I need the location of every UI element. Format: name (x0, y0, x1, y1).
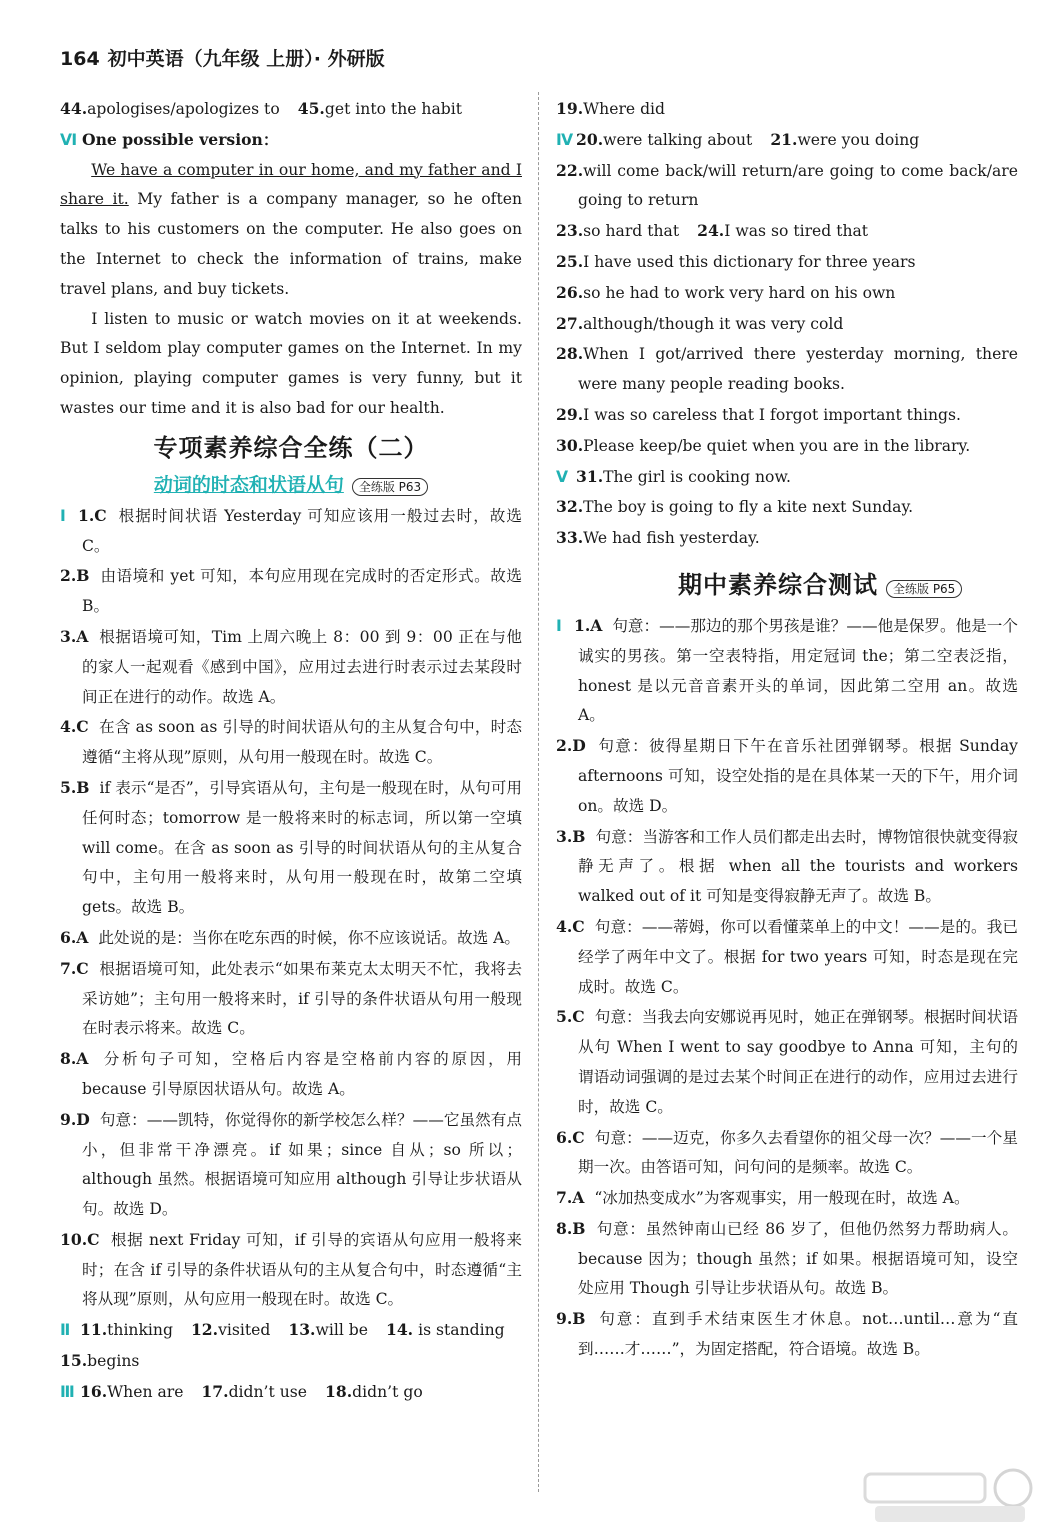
mid-answer-8: 8.B 句意：虽然钟南山已经 86 岁了，但他仍然努力帮助病人。because 因为；though 虽然；if 如果。根据语境可知，设空处应用 Though 引导让步状语从句。故选 B。 (556, 1218, 1018, 1298)
page-header (60, 44, 385, 71)
answer-9: 9.D 句意：——凯特，你觉得你的新学校怎么样？——它虽然有点小，但非常干净漂亮。if 如果；since 自从；so 所以；although 虽然。根据语境可知应用 although 引导让步状语从句。故选 D。 (60, 1109, 522, 1219)
answer-line-28: 28.When I got/arrived there yesterday morning, there were many people reading books. (556, 344, 1018, 394)
answer-5: 5.B if 表示“是否”，引导宾语从句，主句是一般现在时，从句可用任何时态；tomorrow 是一般将来时的标志词，所以第一空填 will come。在含 as soon as 引导的时间状语从句的主从复合句中，主句用一般将来时，从句用一般现在时，故第二空填 gets。故选 B。 (60, 777, 522, 917)
book-title: 初中英语（九年级 上册）· 外研版 (107, 48, 385, 70)
roman-numeral-4: Ⅳ (556, 130, 574, 149)
essay-paragraph-1: We have a computer in our home, and my father and I share it. My father is a company manager, so he often talks to his customers on the computer. He also goes on the Internet to check the information of trains, make travel plans, and buy tickets. (60, 160, 522, 298)
answer-4: 4.C 在含 as soon as 引导的时间状语从句的主从复合句中，时态遵循“主将从现”原则，从句用一般现在时。故选 C。 (60, 717, 522, 767)
mid-answer-7: 7.A “冰加热变成水”为客观事实，用一般现在时，故选 A。 (556, 1188, 970, 1208)
answer-6: 6.A 此处说的是：当你在吃东西的时候，你不应该说话。故选 A。 (60, 927, 520, 947)
answer-line-32: 32.The boy is going to fly a kite next Sunday. (556, 497, 914, 517)
roman-numeral-5: Ⅴ (556, 467, 569, 486)
mid-answer-1: Ⅰ 1.A 句意：——那边的那个男孩是谁？——他是保罗。他是一个诚实的男孩。第一空表特指，用定冠词 the；第二空表泛指，honest 是以元音音素开头的单词，因此第二空用 an。故选 A。 (556, 611, 1018, 731)
answer-3: 3.A 根据语境可知，Tim 上周六晚上 8：00 到 9：00 正在与他的家人一起观看《感到中国》，应用过去进行时表示过去某段时间正在进行的动作。故选 A。 (60, 626, 522, 706)
answer-line-23-24: 23.so hard that 24.I was so tired that (556, 221, 869, 241)
answer-line-26: 26.so he had to work very hard on his own (556, 282, 896, 302)
roman-numeral-2: Ⅱ (60, 1321, 71, 1340)
midterm-section-heading (556, 562, 1018, 611)
answer-7: 7.C 根据语境可知，此处表示“如果布莱克太太明天不忙，我将去采访她”；主句用一般将来时，if 引导的条件状语从句用一般现在时表示将来。故选 C。 (60, 958, 522, 1038)
answer-line-22: 22.will come back/will return/are going to come back/are going to return (556, 160, 1018, 210)
essay-paragraph-2: I listen to music or watch movies on it at weekends. But I seldom play computer games on the Internet. In my opinion, playing computer games is very funny, but it wastes our time and it is also bad for our health. (60, 309, 522, 417)
right-column (556, 94, 1018, 1365)
page-number: 164 (60, 48, 100, 70)
mid-answer-3: 3.B 句意：当游客和工作人员们都走出去时，博物馆很快就变得寂静无声了。根据 when all the tourists and workers walked out of it 可知是变得寂静无声了。故选 B。 (556, 826, 1018, 906)
answer-line-31: Ⅴ 31.The girl is cooking now. (556, 462, 1018, 493)
answer-line-44-45: 44.apologises/apologizes to 45.get into the habit (60, 99, 463, 118)
mid-answer-9: 9.B 句意：直到手术结束医生才休息。not…until…意为“直到……才……”，为固定搭配，符合语境。故选 B。 (556, 1309, 1018, 1359)
mid-answer-5: 5.C 句意：当我去向安娜说再见时，她正在弹钢琴。根据时间状语从句 When I went to say goodbye to Anna 可知，主句的谓语动词强调的是过去某个时间正在进行的动作，应用过去进行时，故选 C。 (556, 1007, 1018, 1116)
answer-10: 10.C 根据 next Friday 可知，if 引导的宾语从句应用一般将来时；在含 if 引导的条件状语从句的主从复合句中，时态遵循“主将从现”原则，从句应用一般现在时。故选 C。 (60, 1229, 522, 1309)
answer-line-19: 19.Where did (556, 99, 666, 118)
mid-answer-2: 2.D 句意：彼得星期日下午在音乐社团弹钢琴。根据 Sunday afternoons 可知，设空处指的是在具体某一天的下午，用介词 on。故选 D。 (556, 736, 1018, 815)
roman-numeral-1: Ⅰ (60, 506, 66, 525)
roman-numeral-3: Ⅲ (60, 1382, 75, 1401)
page-reference-tag: 全练版 P65 (886, 580, 962, 598)
answer-line-29: 29.I was so careless that I forgot important things. (556, 404, 961, 424)
section-3-line-1: Ⅲ 16.When are 17.didn’t use 18.didn’t go (60, 1377, 522, 1408)
answer-line-33: 33.We had fish yesterday. (556, 528, 760, 548)
roman-numeral-6: Ⅵ (60, 130, 78, 149)
midterm-title: 期中素养综合测试 (678, 570, 878, 599)
section-2-line-2: 15.begins (60, 1351, 140, 1371)
answer-line-27: 27.although/though it was very cold (556, 313, 844, 333)
answer-line-25: 25.I have used this dictionary for three years (556, 251, 916, 271)
mid-answer-4: 4.C 句意：——蒂姆，你可以看懂菜单上的中文！——是的。我已经学了两年中文了。根据 for two years 可知，时态是现在完成时。故选 C。 (556, 916, 1018, 996)
section-title: 专项素养综合全练（二） (153, 433, 429, 462)
page-reference-tag: 全练版 P63 (352, 478, 428, 496)
roman-numeral-1: Ⅰ (556, 616, 562, 635)
answer-8: 8.A 分析句子可知，空格后内容是空格前内容的原因，用 because 引导原因状语从句。故选 A。 (60, 1049, 522, 1098)
answer-line-20-21: Ⅳ 20.were talking about 21.were you doing (556, 125, 1018, 156)
left-column (60, 94, 522, 1408)
watermark-logo (855, 1466, 1045, 1526)
section-6-heading: Ⅵ One possible version： (60, 125, 522, 156)
section-subtitle: 动词的时态和状语从句 全练版 P63 (60, 470, 522, 501)
answer-2: 2.B 由语境和 yet 可知，本句应用现在完成时的否定形式。故选 B。 (60, 566, 522, 616)
mid-answer-6: 6.C 句意：——迈克，你多久去看望你的祖父母一次？——一个星期一次。由答语可知，问句问的是频率。故选 C。 (556, 1127, 1018, 1177)
answer-line-30: 30.Please keep/be quiet when you are in the library. (556, 435, 971, 455)
section-2-line-1: Ⅱ 11.thinking 12.visited 13.will be 14. is standing (60, 1315, 522, 1346)
column-divider (538, 92, 539, 1492)
answer-1: Ⅰ 1.C 根据时间状语 Yesterday 可知应该用一般过去时，故选 C。 (60, 501, 522, 562)
